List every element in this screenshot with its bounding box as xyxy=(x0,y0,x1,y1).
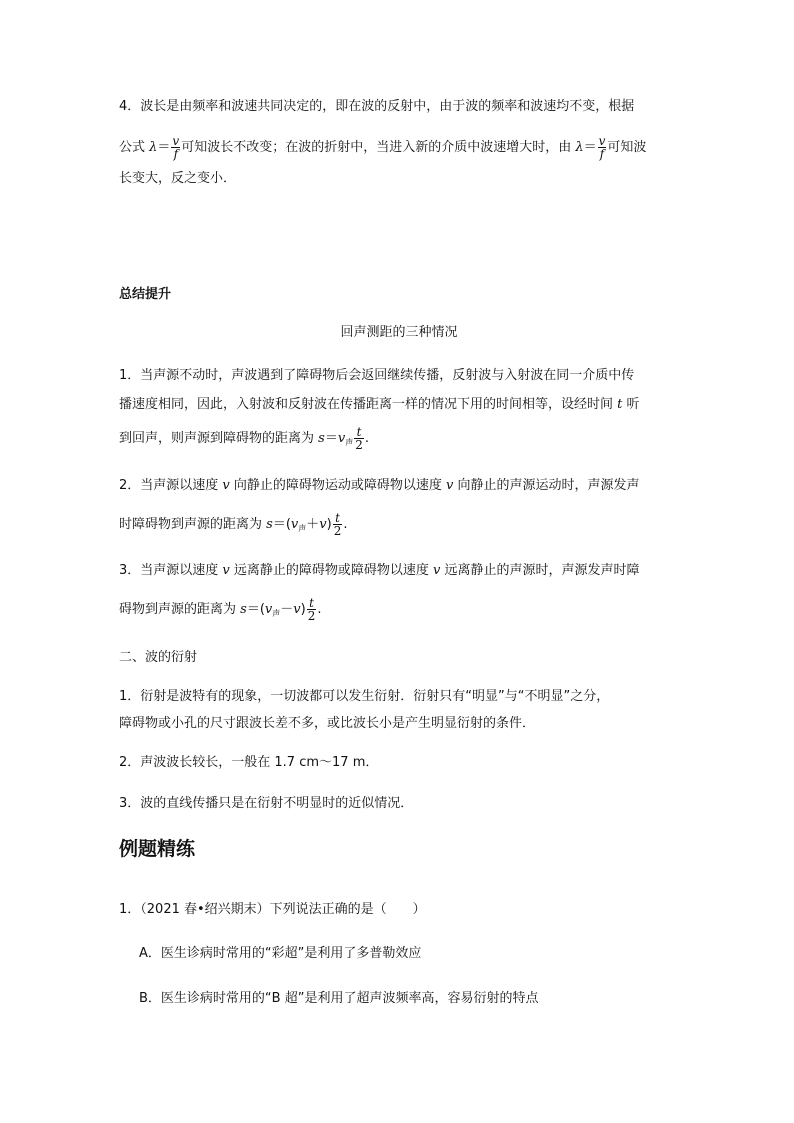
diffraction-item3: 3．波的直线传播只是在衍射不明显时的近似情况． xyxy=(119,796,414,811)
t-over-2-fraction: $\frac{t}{2}$ xyxy=(355,425,363,452)
t-over-2-fraction-3: $\frac{t}{2}$ xyxy=(307,596,316,623)
case3-line2: 碍物到声源的距离为 $s=(v_声-v)$ $\frac{t}{2}$ . xyxy=(119,596,322,623)
item4-line1: 4．波长是由频率和波速共同决定的，即在波的反射中，由于波的频率和波速均不变，根据 xyxy=(119,99,635,114)
lambda-formula-fraction-2: $\frac{v}{f}$ xyxy=(598,134,606,161)
lambda-formula-fraction: $\frac{v}{f}$ xyxy=(172,134,180,161)
question-1: 1．（2021 春•绍兴期末）下列说法正确的是（ ） xyxy=(119,902,426,917)
t-over-2-fraction-2: $\frac{t}{2}$ xyxy=(333,511,342,538)
case1-line1: 1．当声源不动时，声波遇到了障碍物后会返回继续传播，反射波与入射波在同一介质中传 xyxy=(119,368,635,383)
option-a: A．医生诊病时常用的“彩超”是利用了多普勒效应 xyxy=(139,946,422,961)
summary-title: 回声测距的三种情况 xyxy=(340,325,458,340)
case2-line2: 时障碍物到声源的距离为 $s=(v_声+v)$ $\frac{t}{2}$ . xyxy=(119,511,348,538)
case1-line2: 播速度相同，因此，入射波和反射波在传播距离一样的情况下用的时间相等，设经时间 t 听 xyxy=(119,397,640,412)
examples-heading: 例题精练 xyxy=(119,838,196,860)
item4-line2: 公式 λ＝ $\frac{v}{f}$ 可知波长不改变；在波的折射中，当进入新的介质中波速增大时，由 λ＝ $\frac{v}{f}$ 可知波 xyxy=(119,134,647,161)
diffraction-item1-line1: 1．衍射是波特有的现象，一切波都可以发生衍射．衍射只有“明显”与“不明显”之分， xyxy=(119,689,610,704)
diffraction-item1-line2: 障碍物或小孔的尺寸跟波长差不多，或比波长小是产生明显衍射的条件． xyxy=(119,716,536,731)
item4-line3: 长变大，反之变小． xyxy=(119,171,237,186)
diffraction-item2: 2．声波波长较长，一般在 1.7 cm～17 m． xyxy=(119,755,379,770)
option-b: B．医生诊病时常用的“B 超”是利用了超声波频率高，容易衍射的特点 xyxy=(139,991,539,1006)
case3-line1: 3．当声源以速度 v 远离静止的障碍物或障碍物以速度 v 远离静止的声源时，声源发声时障 xyxy=(119,563,640,578)
diffraction-heading: 二、波的衍射 xyxy=(119,650,198,665)
summary-heading: 总结提升 xyxy=(119,287,172,302)
case1-line3: 到回声，则声源到障碍物的距离为 $s=v_声$ $\frac{t}{2}$ . xyxy=(119,425,369,452)
case2-line1: 2．当声源以速度 v 向静止的障碍物运动或障碍物以速度 v 向静止的声源运动时，声源发声 xyxy=(119,478,640,493)
